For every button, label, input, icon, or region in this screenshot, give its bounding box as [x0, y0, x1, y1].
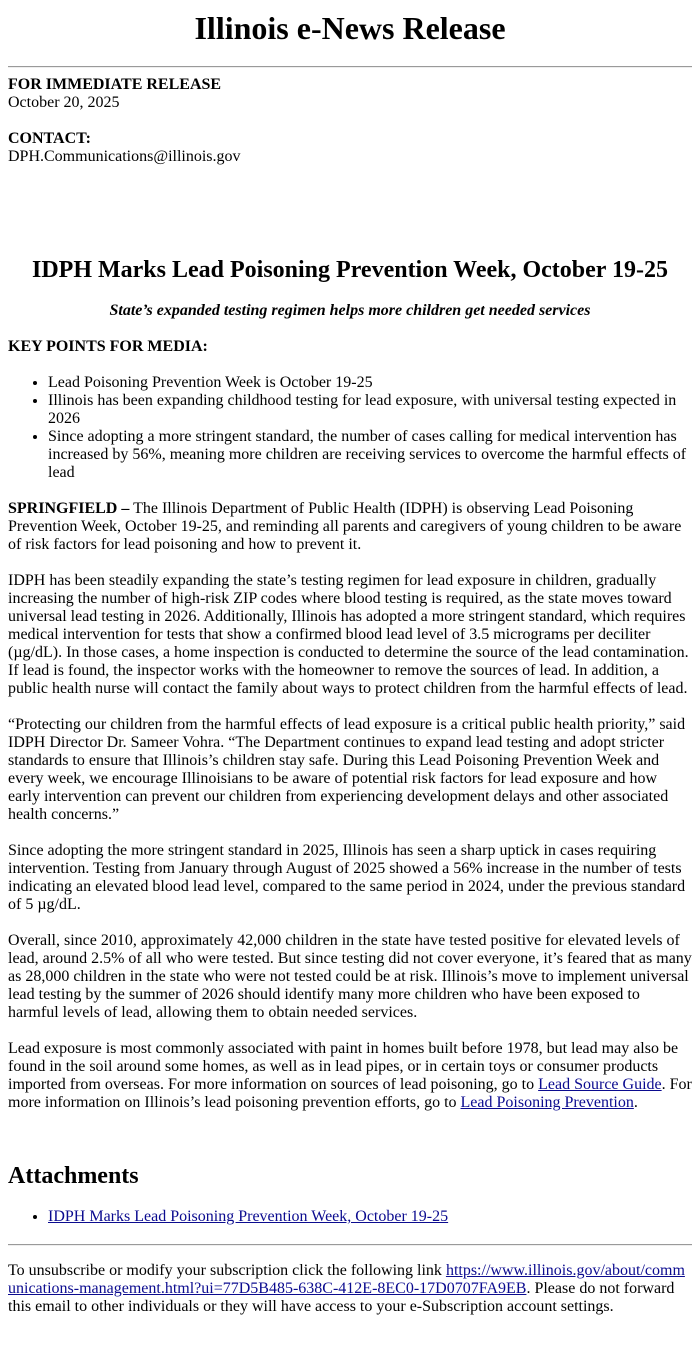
page-title: Illinois e-News Release — [194, 10, 506, 46]
release-info — [8, 76, 692, 166]
paragraph-sources: Lead exposure is most commonly associated with paint in homes built before 1978, but lead may also be found in the soil around some homes, as well as in lead pipes, or in certain toys or consumer products imported from overseas. For more information on sources of lead poisoning, go to Lead Source Guide. For more information on Illinois’s lead poisoning prevention efforts, go to Lead Poisoning Prevention. — [8, 1040, 692, 1111]
paragraph-quote: “Protecting our children from the harmful effects of lead exposure is a critical public health priority,” said IDPH Director Dr. Sameer Vohra. “The Department continues to expand lead testing and adopt stricter standards to ensure that Illinois’s children stay safe. During this Lead Poisoning Prevention Week and every week, we encourage Illinoisians to be aware of potential risk factors for lead exposure and how early intervention can prevent our children from experiencing development delays and other associated health concerns.” — [8, 716, 686, 823]
release-date: October 20, 2025 — [8, 94, 120, 111]
unsubscribe-notice: To unsubscribe or modify your subscription click the following link https://www.illinois.gov/about/communications-management.html?ui=77D5B485-638C-412E-8EC0-17D0707FA9EB. Please do not forward this email to other individuals or they will have access to your e-Subscription account settings. — [8, 1262, 685, 1315]
attachment-item — [48, 1208, 692, 1226]
dateline: SPRINGFIELD – — [8, 500, 130, 517]
manage-subscription-link[interactable]: https://www.illinois.gov/about/communications-management.html?ui=77D5B485-638C-412E-8EC0-17D0707FA9EB — [8, 1262, 685, 1297]
paragraph-intro — [8, 500, 692, 554]
lead-source-guide-link[interactable]: Lead Source Guide — [538, 1076, 662, 1093]
key-point-item: • Illinois has been expanding childhood testing for lead exposure, with universal testing expected in 2026 — [48, 392, 692, 428]
email-page — [0, 10, 700, 1316]
contact-email: DPH.Communications@illinois.gov — [8, 148, 241, 165]
divider-bottom — [8, 1244, 692, 1246]
article-subhead: State’s expanded testing regimen helps more children get needed services — [109, 302, 591, 319]
article-headline: IDPH Marks Lead Poisoning Prevention Week, October 19-25 — [32, 257, 668, 283]
paragraph-testing: IDPH has been steadily expanding the state’s testing regimen for lead exposure in children, gradually increasing the number of high-risk ZIP codes where blood testing is required, as the state moves toward universal lead testing in 2026. Additionally, Illinois has adopted a more stringent standard, which requires medical intervention for tests that show a confirmed blood lead level of 3.5 micrograms per deciliter (µg/dL). In those cases, a home inspection is conducted to determine the source of the lead contamination. If lead is found, the inspector works with the homeowner to remove the sources of lead. In addition, a public health nurse will contact the family about ways to protect children from the harmful effects of lead. — [8, 572, 689, 697]
attachments-heading: Attachments — [8, 1163, 139, 1189]
release-label: FOR IMMEDIATE RELEASE — [8, 76, 222, 93]
paragraph-uptick: Since adopting the more stringent standard in 2025, Illinois has seen a sharp uptick in cases requiring intervention. Testing from January through August of 2025 showed a 56% increase in the number of tests indicating an elevated blood lead level, compared to the same period in 2024, under the previous standard of 5 µg/dL. — [8, 842, 686, 913]
divider-top — [8, 66, 692, 68]
paragraph-overall: Overall, since 2010, approximately 42,000 children in the state have tested positive for elevated levels of lead, around 2.5% of all who were tested. But since testing did not cover everyone, it’s feared that as many as 28,000 children in the state who were not tested could be at risk. Illinois’s move to implement universal lead testing by the summer of 2026 should identify many more children who have been exposed to harmful levels of lead, allowing them to obtain needed services. — [8, 932, 692, 1021]
attachment-link[interactable]: IDPH Marks Lead Poisoning Prevention Week, October 19-25 — [48, 1208, 449, 1225]
key-point-item: • Lead Poisoning Prevention Week is October 19-25 — [48, 374, 692, 392]
paragraph-intro-text: The Illinois Department of Public Health (IDPH) is observing Lead Poisoning Prevention Week, October 19-25, and reminding all parents and caregivers of young children to be aware of risk factors for lead poisoning and how to prevent it. — [8, 500, 682, 553]
key-point-item: • Since adopting a more stringent standard, the number of cases calling for medical intervention has increased by 56%, meaning more children are receiving services to overcome the harmful effects of lead — [48, 428, 692, 482]
attachments-list — [8, 1208, 692, 1226]
contact-label: CONTACT: — [8, 130, 91, 147]
lead-poisoning-prevention-link[interactable]: Lead Poisoning Prevention — [460, 1094, 634, 1111]
key-points-list — [8, 374, 692, 482]
key-points-label: KEY POINTS FOR MEDIA: — [8, 338, 208, 355]
